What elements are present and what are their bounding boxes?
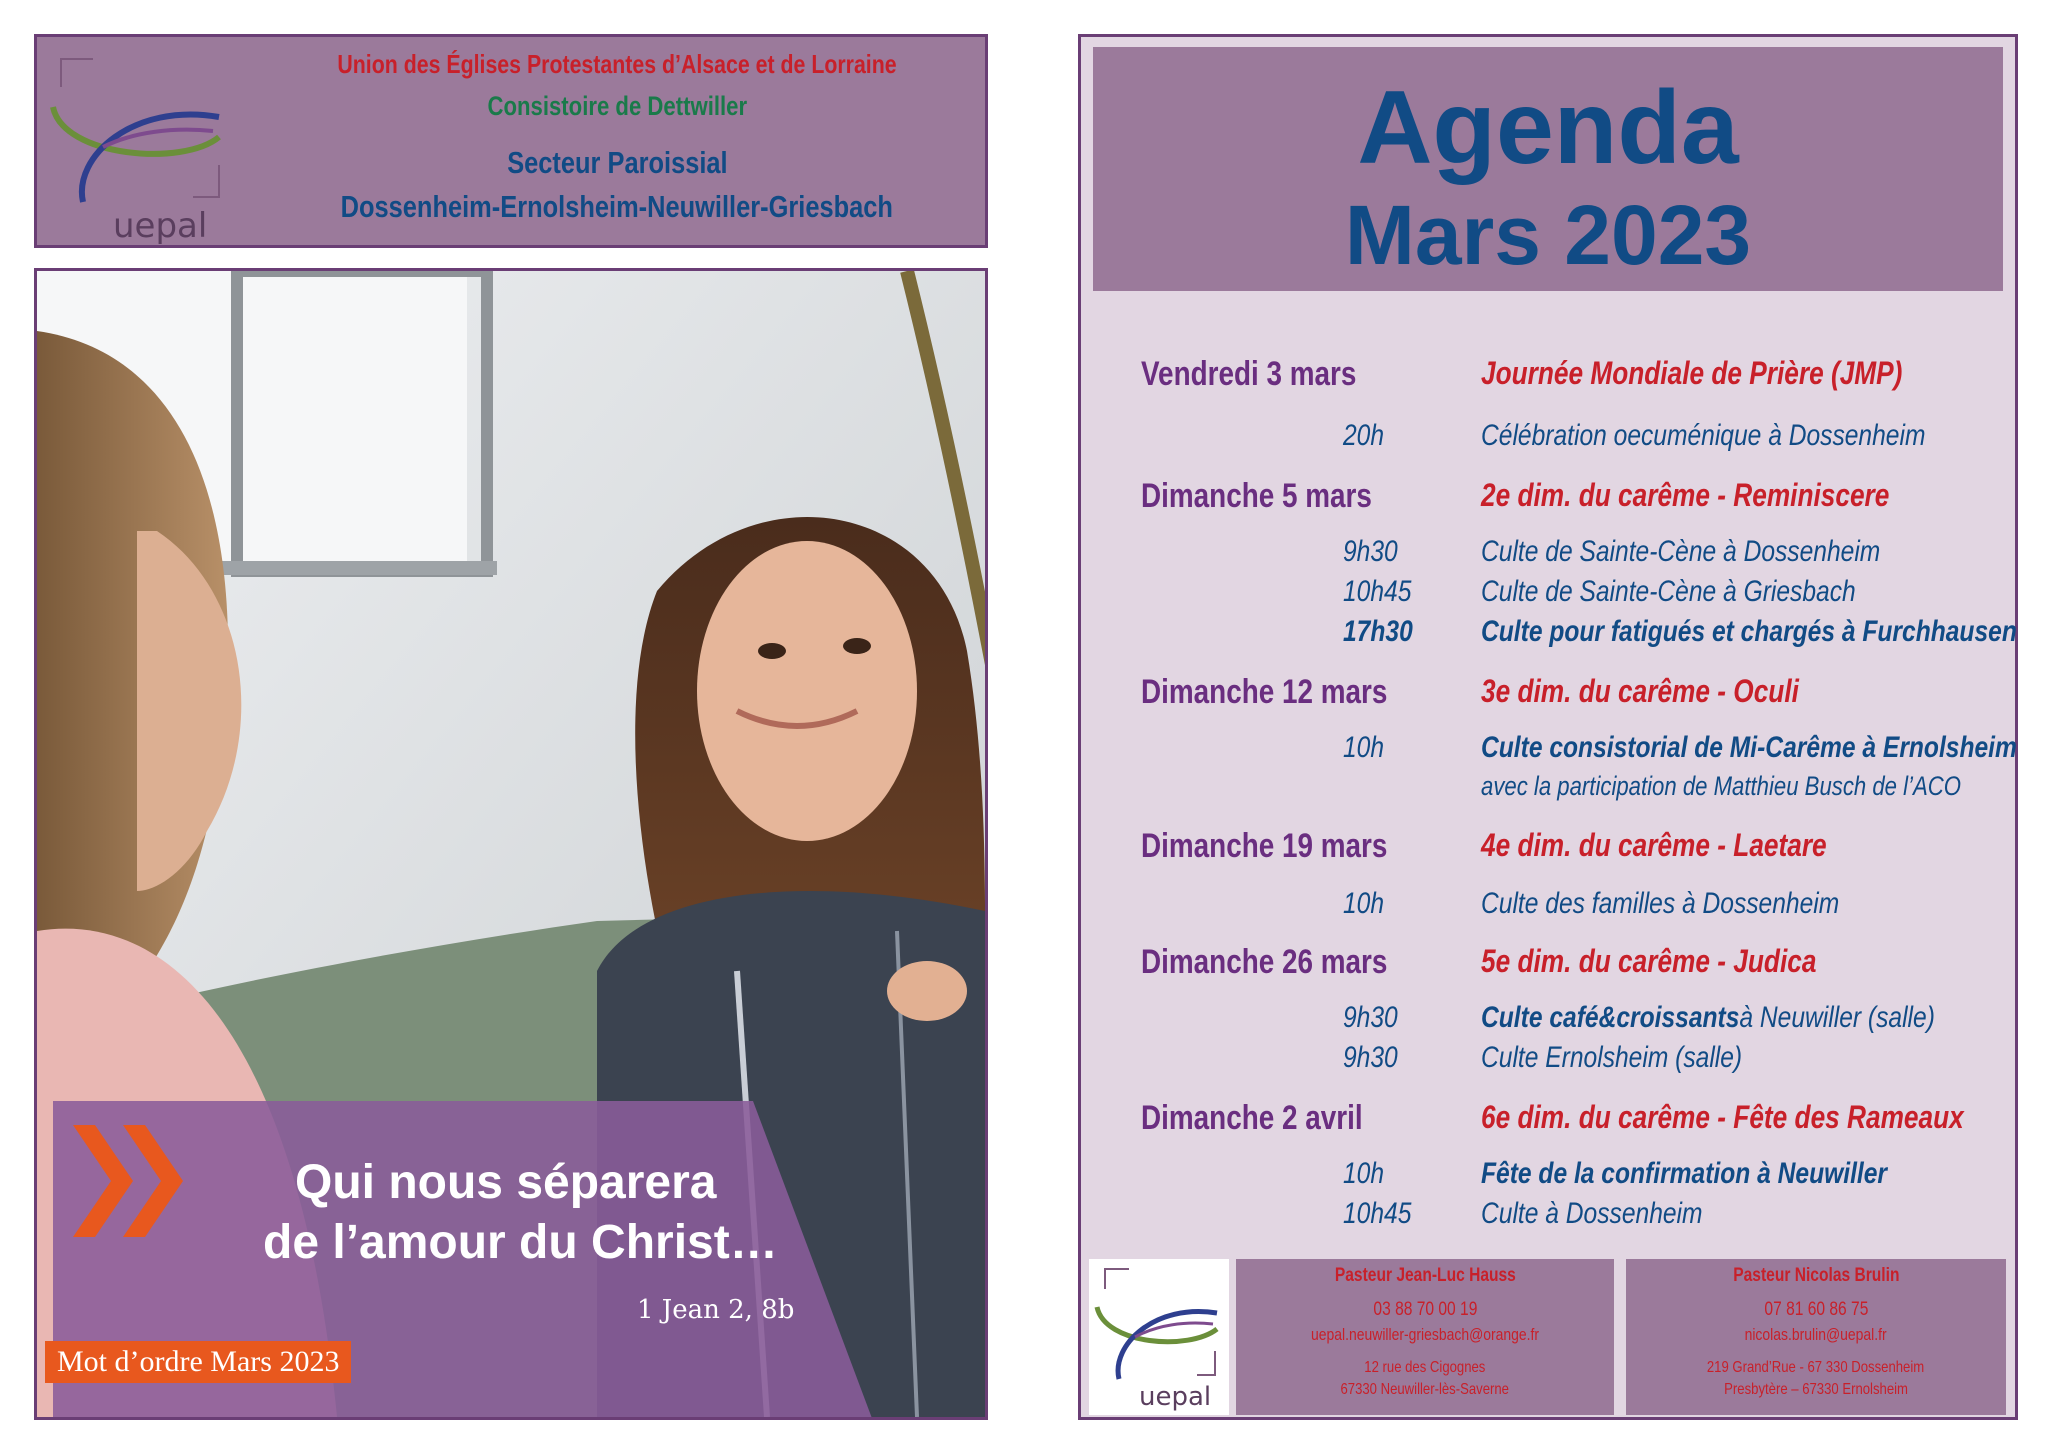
header-union: Union des Églises Protestantes d’Alsace et de Lorraine (337, 49, 897, 79)
agenda-liturgy: 3e dim. du carême - Oculi (1481, 673, 1799, 709)
agenda-liturgy: 6e dim. du carême - Fête des Rameaux (1481, 1099, 1964, 1135)
agenda-event-subtext: avec la participation de Matthieu Busch de l’ACO (1481, 771, 1961, 801)
agenda-day-label: Dimanche 26 mars (1141, 943, 1388, 981)
agenda-time: 20h (1343, 419, 1385, 452)
agenda-event: Fête de la confirmation à Neuwiller (1481, 1157, 1888, 1190)
agenda-day-label: Vendredi 3 mars (1141, 355, 1357, 393)
motto-label: Mot d’ordre Mars 2023 (45, 1341, 351, 1383)
contact-email: uepal.neuwiller-griesbach@orange.fr (1310, 1325, 1540, 1344)
contact-card (1236, 1259, 1614, 1415)
agenda-time: 9h30 (1343, 1041, 1398, 1074)
agenda-time: 10h (1343, 1157, 1385, 1190)
quote-line-1: Qui nous séparera (295, 1156, 717, 1209)
agenda-page (1078, 34, 2018, 1420)
agenda-liturgy: 4e dim. du carême - Laetare (1481, 827, 1827, 863)
agenda-time: 10h45 (1343, 1197, 1412, 1230)
agenda-time: 10h (1343, 887, 1385, 920)
header-consistoire: Consistoire de Dettwiller (487, 91, 747, 121)
quote-line-2: de l’amour du Christ… (263, 1216, 778, 1269)
contact-card (1626, 1259, 2006, 1415)
agenda-banner (1093, 47, 2003, 291)
agenda-liturgy: 5e dim. du carême - Judica (1481, 943, 1817, 979)
agenda-event: Culte café&croissantsà Neuwiller (salle) (1481, 1001, 1935, 1034)
agenda-day-label: Dimanche 5 mars (1141, 477, 1372, 515)
contact-name: Pasteur Jean-Luc Hauss (1334, 1265, 1516, 1286)
contact-address: 12 rue des Cigognes 67330 Neuwiller-lès-Saverne (1340, 1359, 1510, 1398)
agenda-title: Agenda (1357, 70, 1739, 186)
agenda-event: Célébration oecuménique à Dossenheim (1481, 419, 1926, 452)
agenda-time: 10h45 (1343, 575, 1412, 608)
header-box (34, 34, 988, 248)
agenda-time: 9h30 (1343, 535, 1398, 568)
agenda-event: Culte des familles à Dossenheim (1481, 887, 1840, 920)
agenda-event: Culte à Dossenheim (1481, 1197, 1703, 1230)
quote-reference: 1 Jean 2, 8b (637, 1295, 795, 1325)
svg-text:uepal: uepal (113, 206, 208, 246)
contact-name: Pasteur Nicolas Brulin (1732, 1265, 1900, 1286)
agenda-day-label: Dimanche 2 avril (1141, 1099, 1363, 1137)
agenda-liturgy: Journée Mondiale de Prière (JMP) (1481, 355, 1903, 391)
agenda-time: 10h (1343, 731, 1385, 764)
uepal-logo (43, 47, 233, 247)
agenda-month: Mars 2023 (1344, 188, 1752, 282)
cover-photo (34, 268, 988, 1420)
agenda-time: 9h30 (1343, 1001, 1398, 1034)
header-secteur: Secteur Paroissial (506, 145, 728, 180)
uepal-logo (1089, 1259, 1229, 1415)
footer-logo-box (1089, 1259, 1229, 1415)
agenda-event: Culte de Sainte-Cène à Dossenheim (1481, 535, 1881, 568)
svg-text:uepal: uepal (1139, 1382, 1212, 1412)
contact-phone: 07 81 60 86 75 (1764, 1299, 1868, 1320)
agenda-event: Culte Ernolsheim (salle) (1481, 1041, 1743, 1074)
agenda-event: Culte pour fatigués et chargés à Furchhausen (1481, 615, 2017, 648)
header-paroisse: Dossenheim-Ernolsheim-Neuwiller-Griesbach (340, 189, 894, 224)
agenda-day-label: Dimanche 12 mars (1141, 673, 1388, 711)
agenda-event: Culte de Sainte-Cène à Griesbach (1481, 575, 1856, 608)
agenda-event: Culte consistorial de Mi-Carême à Ernolsheim (1481, 731, 2017, 764)
contact-address: 219 Grand’Rue - 67 330 Dossenheim Presbytère – 67330 Ernolsheim (1707, 1359, 1925, 1398)
contact-email: nicolas.brulin@uepal.fr (1744, 1325, 1888, 1344)
contact-phone: 03 88 70 00 19 (1373, 1299, 1477, 1320)
agenda-liturgy: 2e dim. du carême - Reminiscere (1481, 477, 1890, 513)
agenda-day-label: Dimanche 19 mars (1141, 827, 1388, 865)
agenda-time: 17h30 (1343, 615, 1413, 648)
